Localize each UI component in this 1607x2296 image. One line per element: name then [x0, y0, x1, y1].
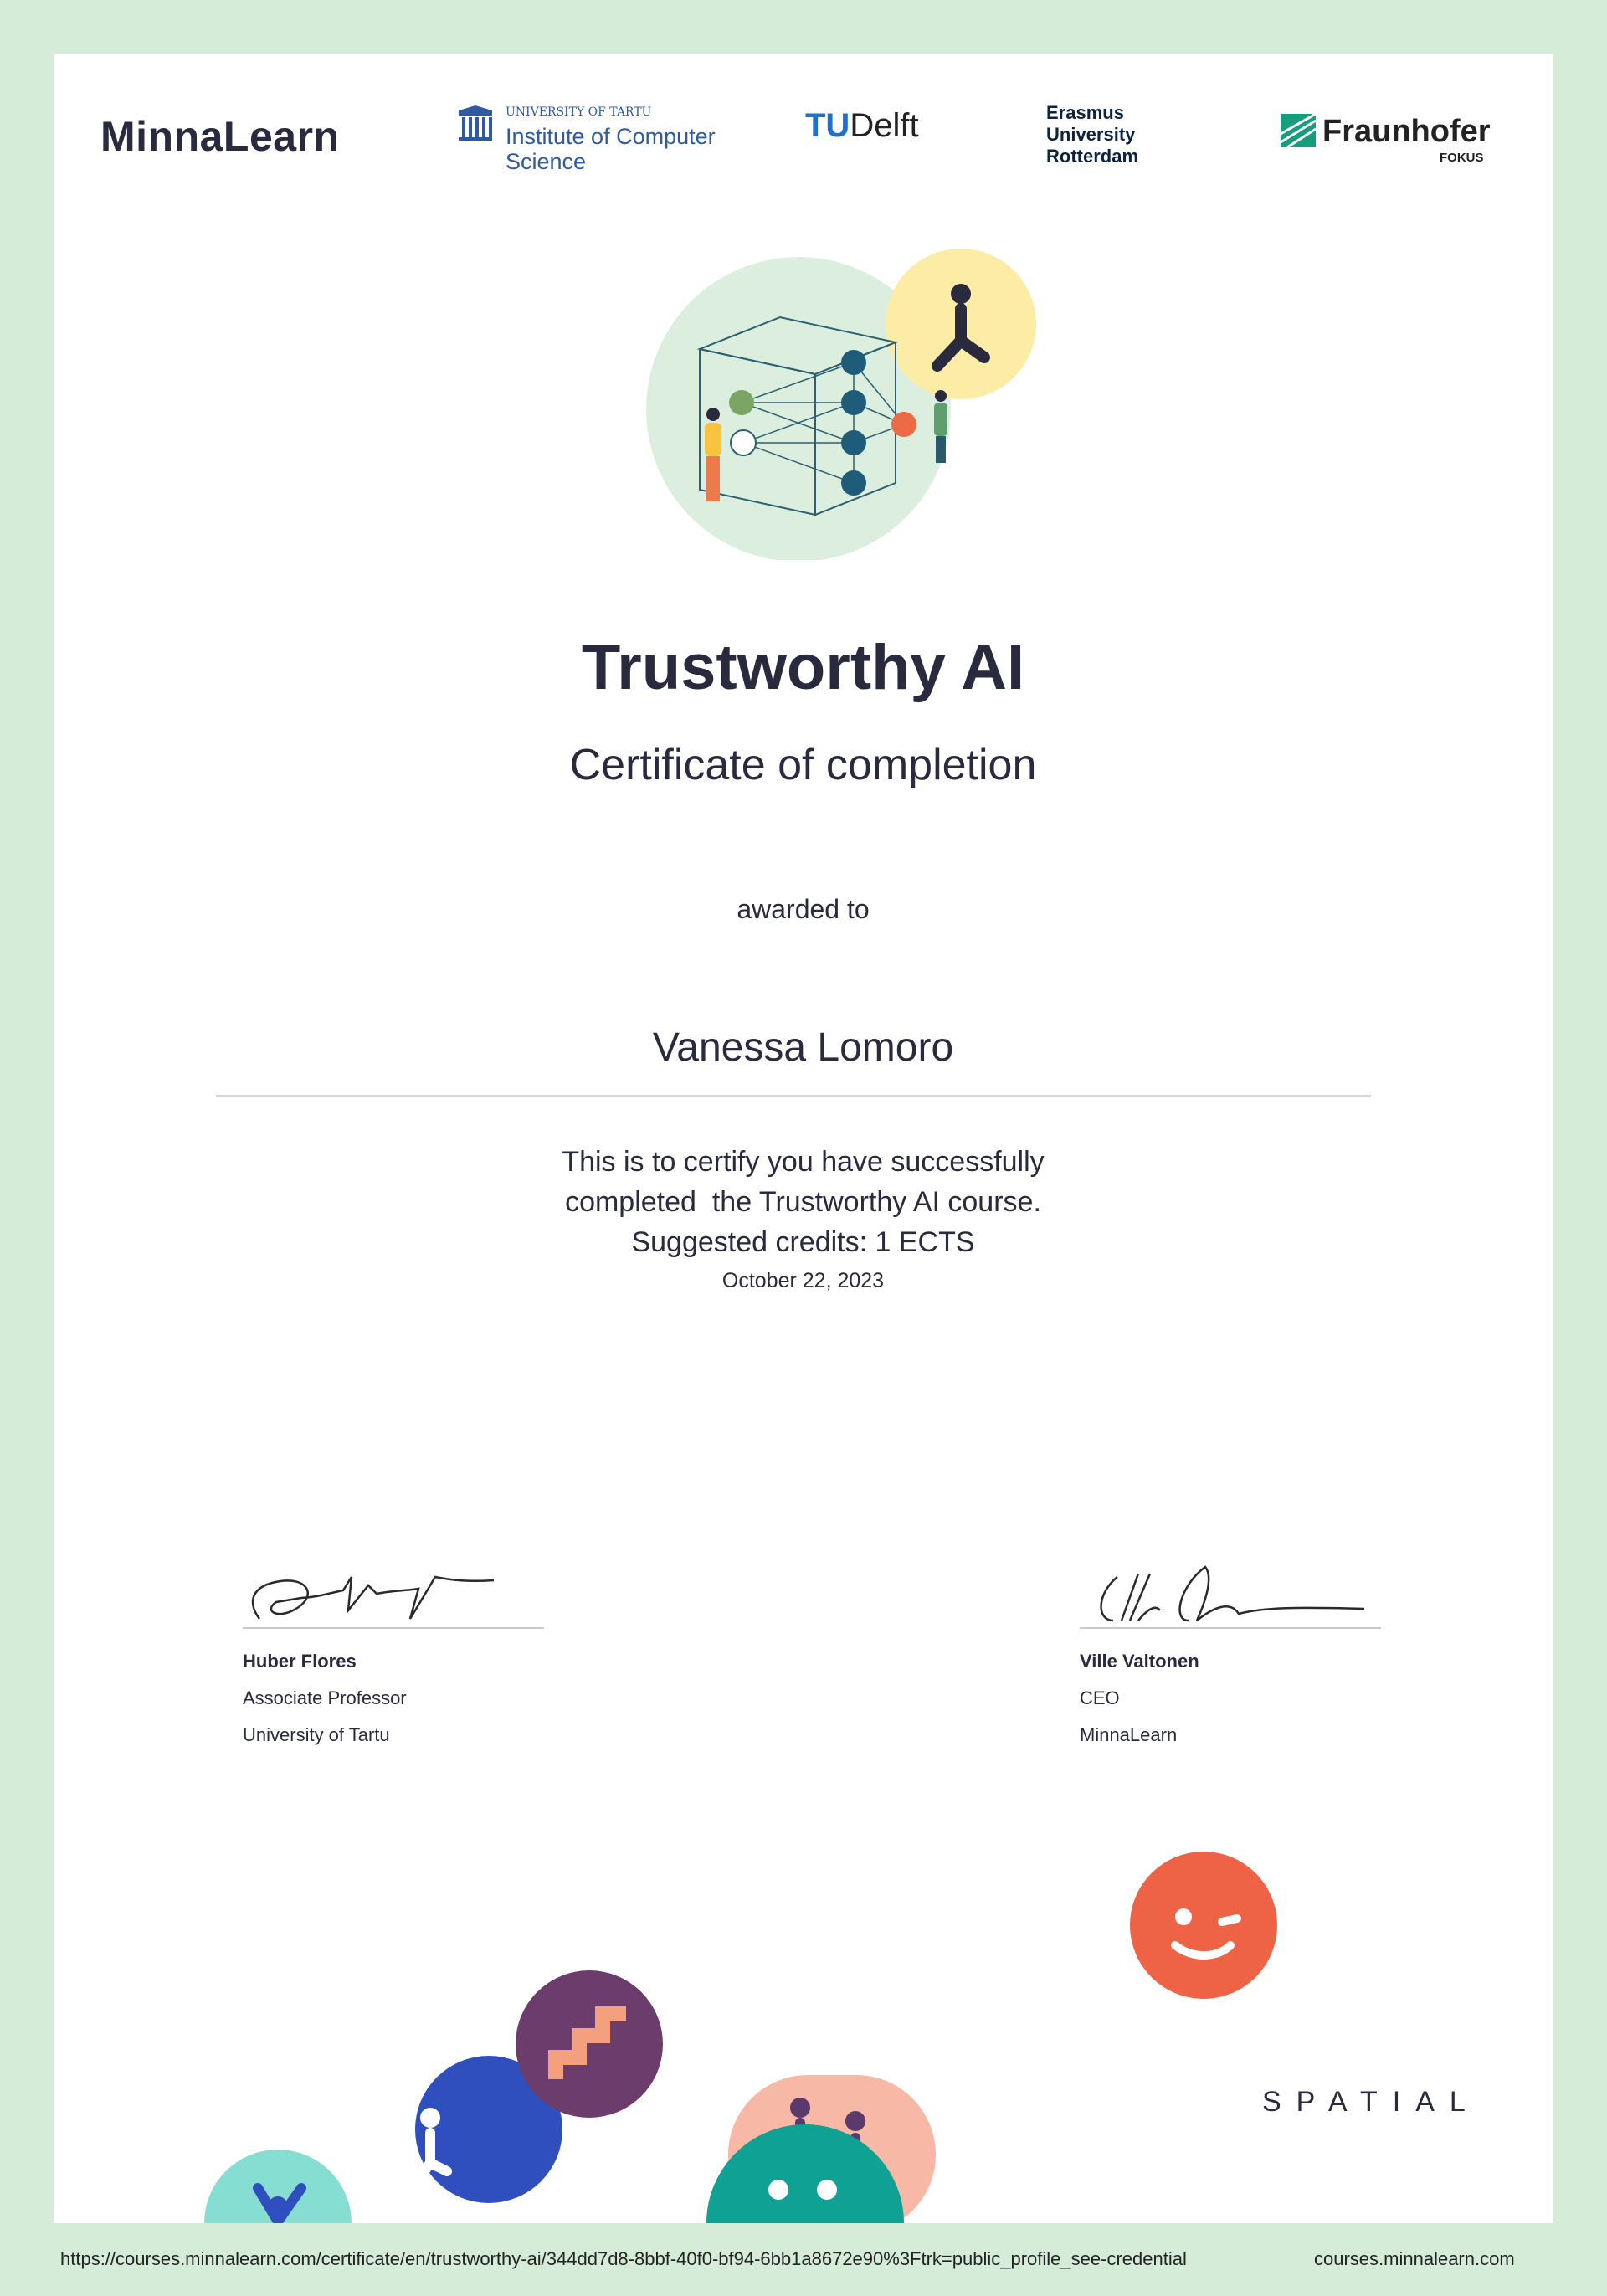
signature-huber-flores: [243, 1560, 544, 1627]
signatory-role: Associate Professor: [243, 1687, 407, 1708]
fraunhofer-name: Fraunhofer: [1322, 114, 1491, 149]
tudelft-tu: TU: [805, 107, 850, 144]
certificate-sheet: [54, 54, 1553, 2223]
recipient-name: Vanessa Lomoro: [652, 1025, 954, 1070]
signatory-left: [243, 1560, 594, 1746]
tartu-institute-label: Institute of Computer Science: [506, 124, 716, 174]
tartu-logo: [455, 105, 732, 181]
signature-ville-valtonen: [1080, 1560, 1381, 1627]
awarded-to-label: awarded to: [737, 894, 870, 924]
certificate-url[interactable]: https://courses.minnalearn.com/certificate/en/trustworthy-ai/344dd7d8-8bbf-40f0-bf94-6bb1a8672e90%3Ftrk=public_profile_see-credential: [60, 2248, 1187, 2269]
university-building-icon: [455, 105, 495, 156]
fraunhofer-logo: Fraunhofer FOKUS: [1281, 114, 1316, 172]
signatory-org: University of Tartu: [243, 1724, 390, 1745]
signature-line-left: [243, 1627, 544, 1629]
tudelft-logo: [805, 107, 919, 145]
certification-statement: [54, 1142, 1553, 1262]
course-title: Trustworthy AI: [581, 632, 1025, 703]
erasmus-logo: Erasmus University Rotterdam: [1046, 102, 1139, 167]
minnalearn-logo: MinnaLearn: [100, 113, 340, 160]
decorative-character-blobs: [54, 1828, 1553, 2223]
tartu-university-label: UNIVERSITY OF TARTU: [506, 105, 652, 119]
signatory-name: Ville Valtonen: [1080, 1651, 1199, 1672]
statement-line-1: This is to certify you have successfully: [562, 1146, 1045, 1178]
partner-logos: [54, 54, 1553, 221]
ai-network-illustration: [639, 242, 1041, 560]
signatory-role: CEO: [1080, 1687, 1120, 1708]
recipient-underline: [216, 1095, 1371, 1097]
spatial-logo: SPATIAL: [1262, 2086, 1481, 2118]
fraunhofer-mark-icon: [1281, 114, 1316, 147]
footer-site: courses.minnalearn.com: [1314, 2248, 1515, 2269]
statement-line-3: Suggested credits: 1 ECTS: [631, 1226, 975, 1258]
signatory-name: Huber Flores: [243, 1651, 357, 1672]
certificate-subtitle: Certificate of completion: [569, 741, 1037, 789]
statement-line-2: completed the Trustworthy AI course.: [565, 1186, 1041, 1218]
tudelft-delft: Delft: [850, 107, 919, 144]
completion-date: October 22, 2023: [721, 1269, 885, 1292]
signatory-org: MinnaLearn: [1080, 1724, 1178, 1745]
signatory-right: [1080, 1560, 1431, 1746]
signature-line-right: [1080, 1627, 1381, 1629]
